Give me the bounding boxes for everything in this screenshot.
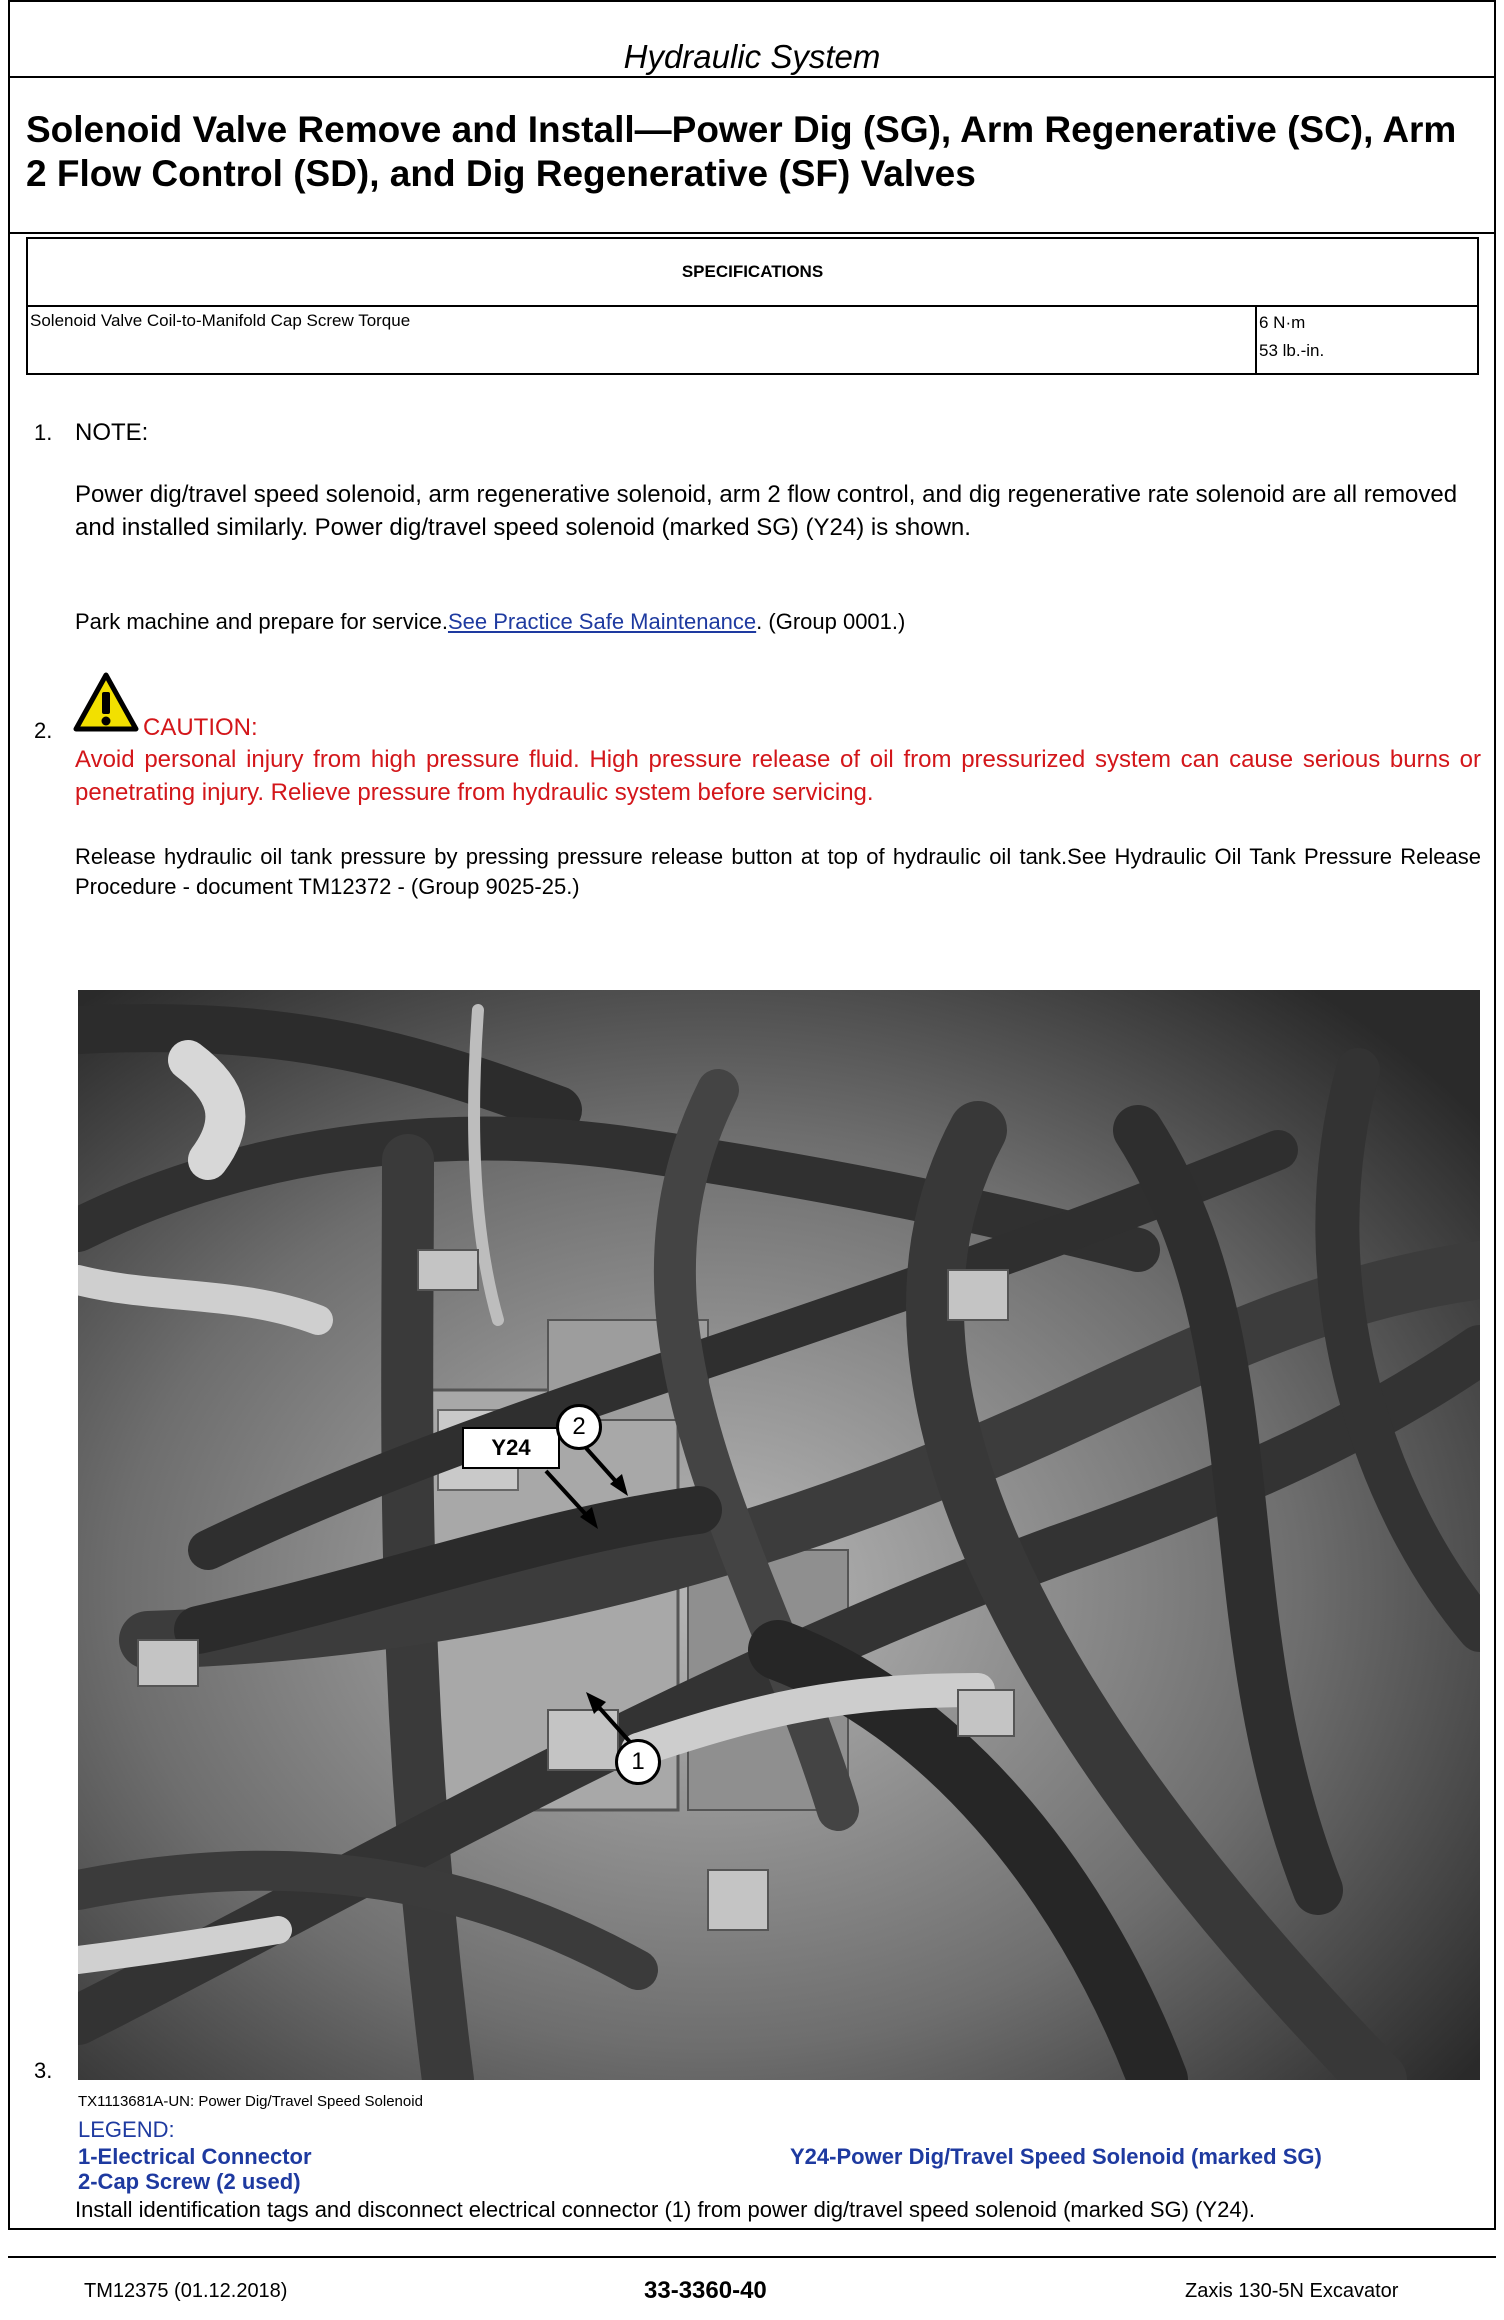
callout-1-arrow-icon	[580, 1688, 640, 1748]
y24-callout	[462, 1427, 560, 1469]
callout-2-label: 2	[572, 1413, 586, 1440]
spec-value	[1256, 306, 1478, 374]
note-text: Power dig/travel speed solenoid, arm regenerative solenoid, arm 2 flow control, and dig regenerative rate solenoid are all removed and installed similarly. Power dig/travel speed solenoid (marked SG) (Y24) is shown.	[75, 481, 1458, 541]
step-2-number: 2.	[34, 718, 53, 743]
caution-label: CAUTION:	[143, 714, 258, 741]
page-header	[8, 0, 1496, 78]
spec-heading: SPECIFICATIONS	[27, 238, 1478, 306]
spec-item: Solenoid Valve Coil-to-Manifold Cap Screw Torque	[27, 306, 1256, 374]
figure-code: TX1113681A-UN: Power Dig/Travel Speed Solenoid	[78, 2093, 423, 2110]
legend-item-y24: Y24-Power Dig/Travel Speed Solenoid (marked SG)	[790, 2144, 1322, 2169]
practice-safe-maintenance-link[interactable]: See Practice Safe Maintenance	[447, 609, 757, 634]
step-1-instruction	[75, 607, 1481, 637]
instruction-group: . (Group 0001.)	[756, 609, 906, 634]
legend-item-1: 1-Electrical Connector	[78, 2144, 312, 2169]
procedure-title: Solenoid Valve Remove and Install—Power Dig (SG), Arm Regenerative (SC), Arm 2 Flow Control (SD), and Dig Regenerative (SF) Valves	[26, 109, 1457, 194]
solenoid-photo	[78, 990, 1480, 2080]
y24-label: Y24	[491, 1435, 531, 1460]
warning-triangle-icon	[73, 672, 139, 732]
callout-1-label: 1	[631, 1748, 645, 1775]
instruction-text: Park machine and prepare for service.	[75, 609, 448, 634]
callout-2-arrow-icon	[580, 1444, 640, 1504]
legend-title: LEGEND:	[78, 2117, 175, 2142]
specifications-table	[26, 237, 1479, 375]
spec-value-metric: 6 N·m	[1259, 313, 1306, 332]
footer-page-number: 33-3360-40	[644, 2277, 767, 2304]
caution-text: Avoid personal injury from high pressure fluid. High pressure release of oil from pressurized system can cause serious burns or penetrating injury. Relieve pressure from hydraulic system before servicing.	[75, 746, 1481, 806]
footer-model: Zaxis 130-5N Excavator	[1185, 2280, 1399, 2302]
legend-item-2: 2-Cap Screw (2 used)	[78, 2169, 301, 2194]
table-row	[27, 306, 1478, 374]
footer-doc-number: TM12375 (01.12.2018)	[84, 2280, 288, 2302]
footer-divider	[8, 2256, 1496, 2258]
spec-value-imperial: 53 lb.-in.	[1259, 341, 1325, 360]
title-divider	[8, 232, 1496, 234]
step-1-number: 1.	[34, 420, 53, 445]
note-label: NOTE:	[75, 419, 149, 446]
step-3-number: 3.	[34, 2058, 53, 2083]
section-title: Hydraulic System	[623, 38, 881, 75]
step-3-instruction: Install identification tags and disconnect electrical connector (1) from power dig/travel speed solenoid (marked SG) (Y24).	[75, 2197, 1256, 2222]
step-2-instruction: Release hydraulic oil tank pressure by pressing pressure release button at top of hydraulic oil tank.See Hydraulic Oil Tank Pressure Release Procedure - document TM12372 - (Group 9025-25.)	[75, 844, 1481, 899]
